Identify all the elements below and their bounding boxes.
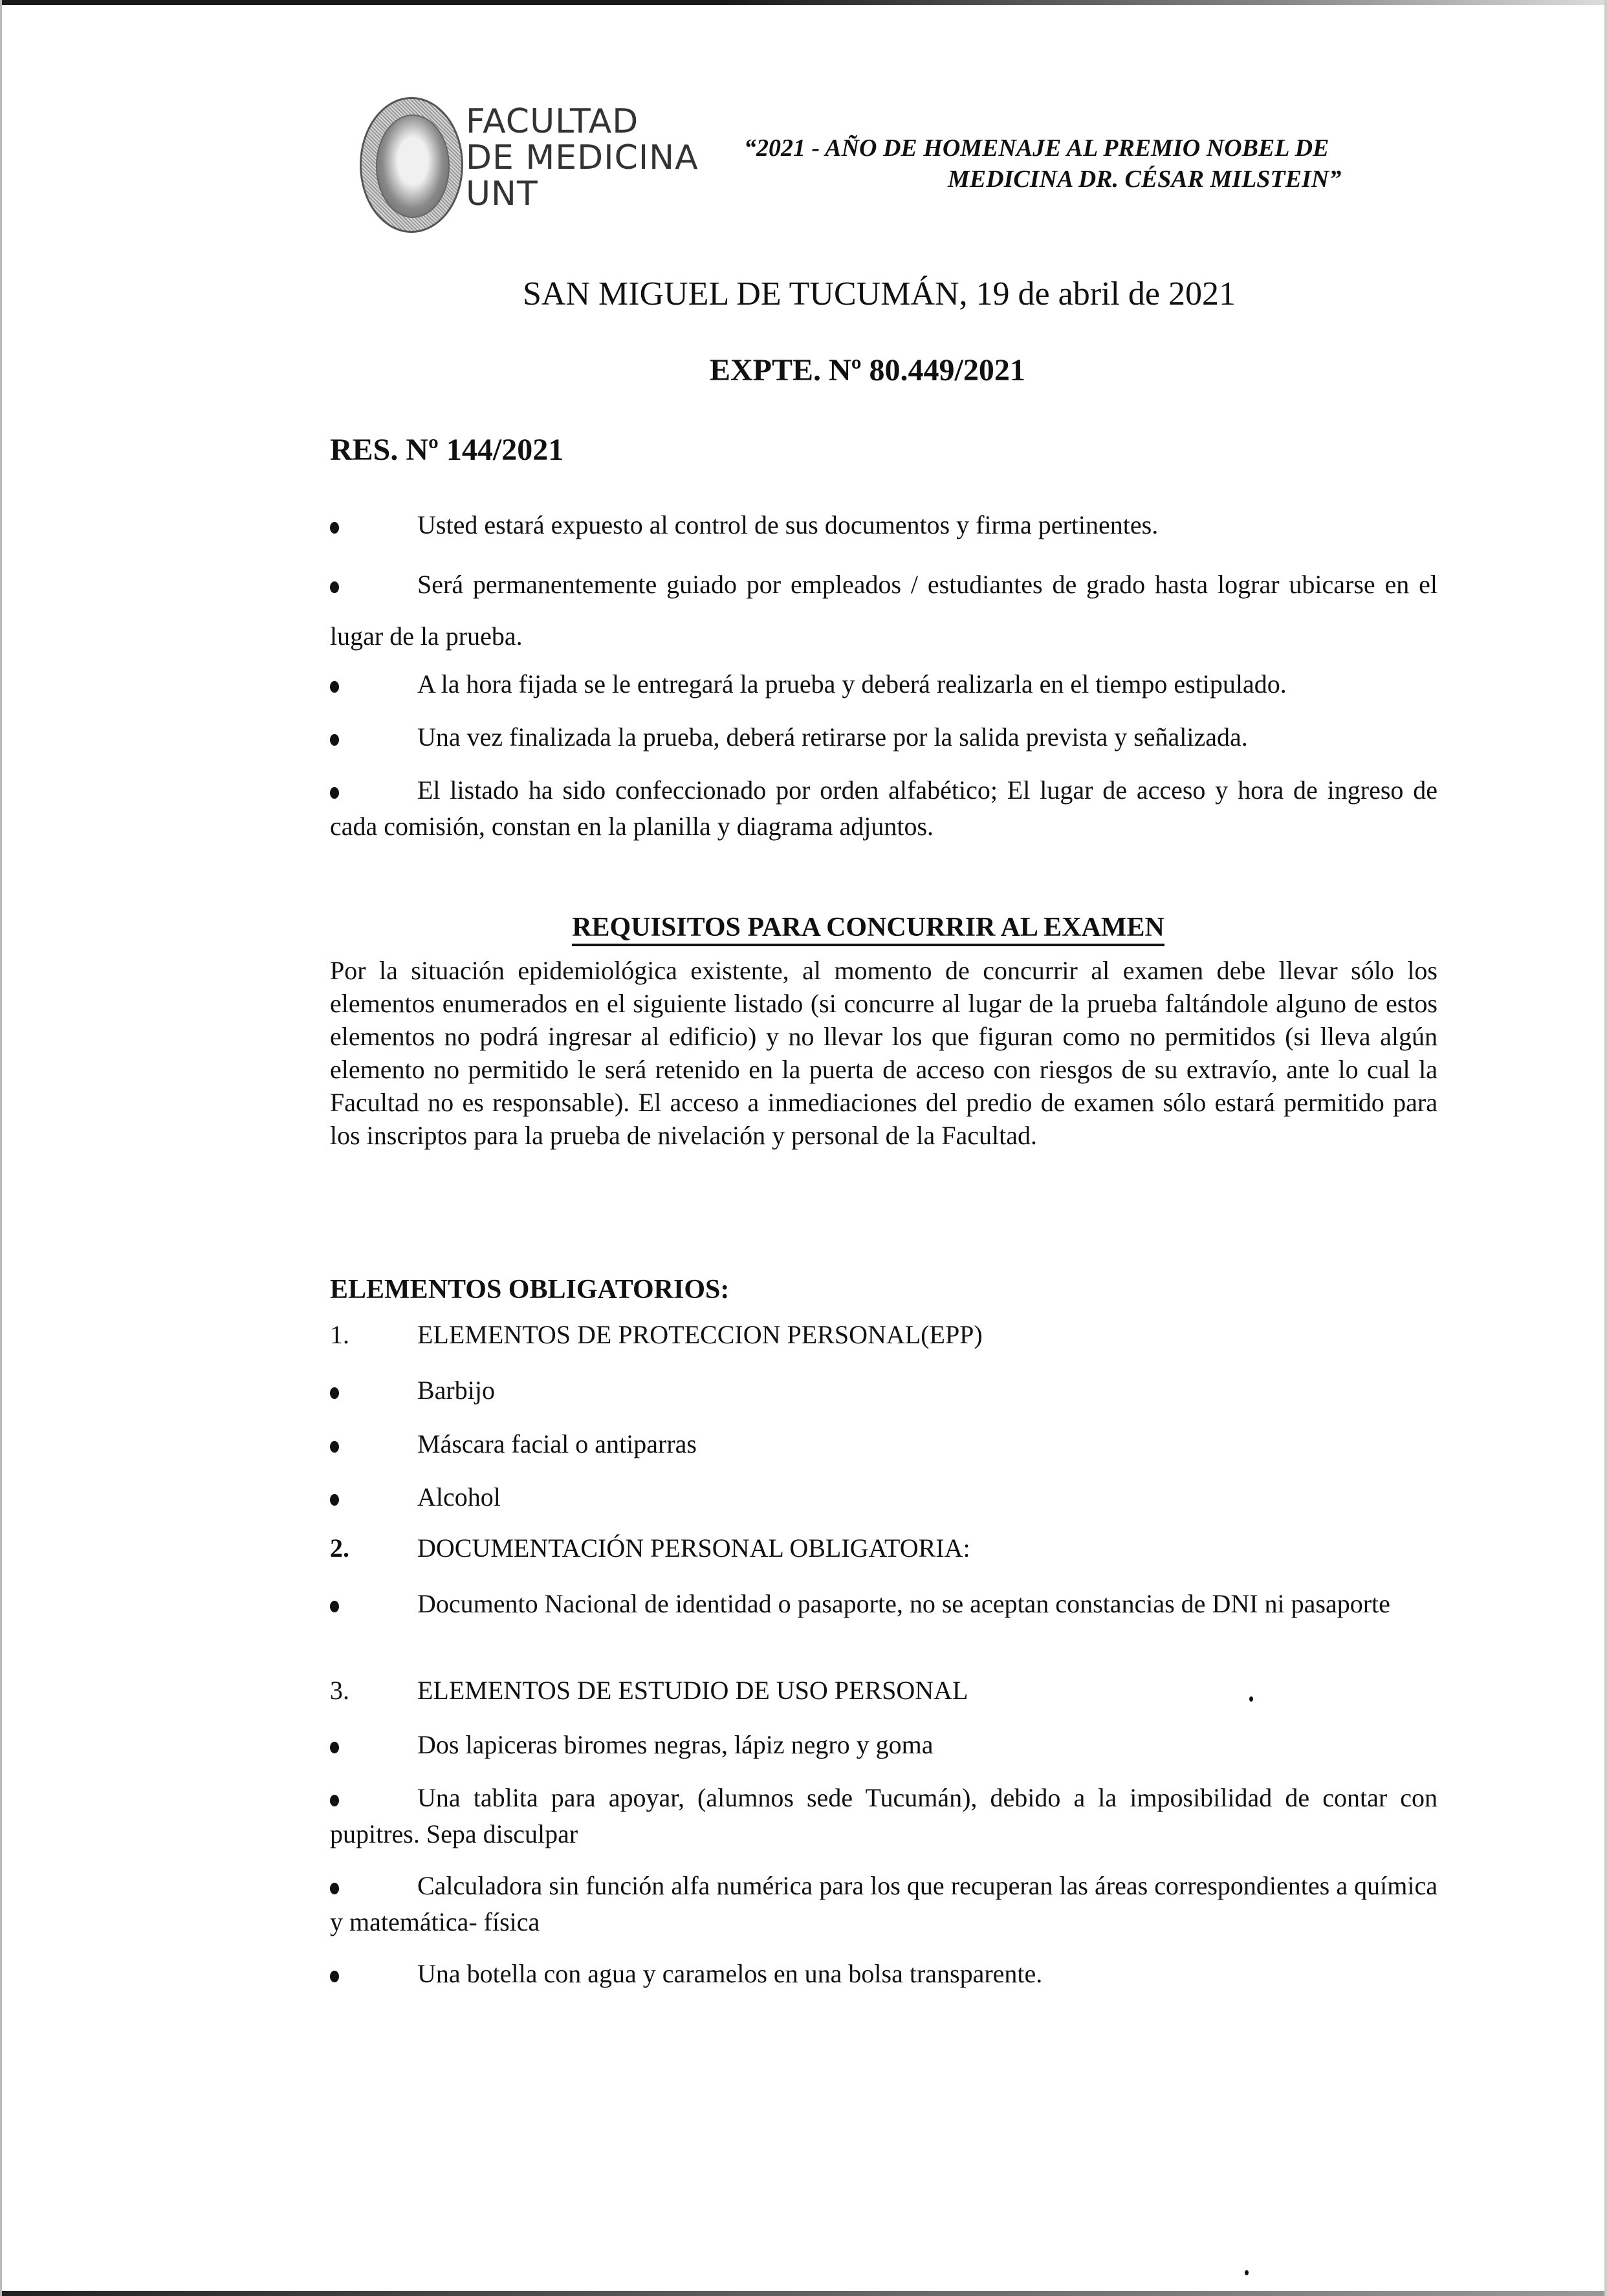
section-1-item	[330, 1426, 1438, 1462]
place-date: SAN MIGUEL DE TUCUMÁN, 19 de abril de 2021	[523, 276, 1236, 312]
seal-emblem	[376, 114, 450, 218]
intro-bullet-text: Una vez finalizada la prueba, deberá retirarse por la salida prevista y señalizada.	[417, 722, 1248, 752]
section-1-heading	[330, 1319, 983, 1350]
university-seal-icon	[360, 97, 463, 233]
section-3-heading	[330, 1675, 968, 1706]
bullet-icon	[330, 581, 339, 593]
item-text: Documento Nacional de identidad o pasaporte, no se aceptan constancias de DNI ni pasaporte	[417, 1589, 1390, 1618]
bullet-icon	[330, 734, 339, 746]
section-2-item	[330, 1586, 1438, 1622]
section-number: 1.	[330, 1320, 349, 1349]
section-1-item	[330, 1372, 1438, 1409]
expediente-number: EXPTE. Nº 80.449/2021	[710, 353, 1025, 387]
resolution-number: RES. Nº 144/2021	[330, 433, 564, 467]
bullet-icon	[330, 1601, 339, 1612]
year-motto	[744, 133, 1365, 195]
section-1-item	[330, 1479, 1438, 1515]
section-3-item	[330, 1868, 1438, 1940]
intro-bullet	[330, 666, 1438, 702]
section-3-item	[330, 1727, 1438, 1763]
section-number: 3.	[330, 1676, 349, 1705]
intro-bullet-text: Será permanentemente guiado por empleados / estudiantes de grado hasta lograr ubicarse en el lugar de la prueba.	[330, 570, 1438, 651]
logo-line-unt: UNT	[466, 175, 538, 213]
motto-line-2: MEDICINA DR. CÉSAR MILSTEIN”	[948, 166, 1342, 193]
intro-bullet	[330, 559, 1438, 662]
bullet-icon	[330, 1971, 339, 1982]
scan-edge-right	[1604, 0, 1607, 2296]
section-number: 2.	[330, 1533, 349, 1563]
mandatory-elements-heading: ELEMENTOS OBLIGATORIOS:	[330, 1275, 730, 1305]
bullet-icon	[330, 522, 339, 534]
section-title: ELEMENTOS DE PROTECCION PERSONAL(EPP)	[417, 1320, 983, 1349]
section-2-heading	[330, 1533, 970, 1563]
bullet-icon	[330, 681, 339, 693]
intro-bullet	[330, 507, 1438, 543]
requirements-heading-text: REQUISITOS PARA CONCURRIR AL EXAMEN	[572, 913, 1164, 946]
section-3-item	[330, 1956, 1438, 1992]
intro-bullet	[330, 772, 1438, 845]
bullet-icon	[330, 1494, 339, 1506]
bullet-icon	[330, 787, 339, 799]
section-title: DOCUMENTACIÓN PERSONAL OBLIGATORIA:	[417, 1533, 970, 1563]
bullet-icon	[330, 1742, 339, 1753]
item-text: Barbijo	[417, 1376, 495, 1405]
bullet-icon	[330, 1441, 339, 1453]
item-text: Una tablita para apoyar, (alumnos sede Tucumán), debido a la imposibilidad de contar con pupitres. Sepa disculpar	[330, 1783, 1438, 1848]
logo-line-facultad: FACULTAD	[466, 102, 639, 141]
intro-bullet-text: A la hora fijada se le entregará la prueba y deberá realizarla en el tiempo estipulado.	[417, 669, 1287, 699]
scan-edge-left	[0, 0, 2, 2296]
intro-bullet	[330, 719, 1438, 755]
scan-speck	[1249, 1696, 1253, 1702]
bullet-icon	[330, 1387, 339, 1399]
requirements-heading	[0, 912, 1607, 943]
item-text: Dos lapiceras biromes negras, lápiz negro y goma	[417, 1730, 934, 1759]
item-text: Máscara facial o antiparras	[417, 1429, 697, 1458]
item-text: Una botella con agua y caramelos en una bolsa transparente.	[417, 1959, 1043, 1988]
scan-edge-bottom	[0, 2291, 1607, 2296]
requirements-paragraph: Por la situación epidemiológica existente, al momento de concurrir al examen debe llevar sólo los elementos enumerados en el siguiente listado (si concurre al lugar de la prueba faltándole alguno de estos elementos no podrá ingresar al edificio) y no llevar los que figuran como no permitidos (si lleva algún elemento no permitido le será retenido en la puerta de acceso con riesgos de su extravío, ante lo cual la Facultad no es responsable). El acceso a inmediaciones del predio de examen sólo estará permitido para los inscriptos para la prueba de nivelación y personal de la Facultad.	[330, 956, 1438, 1150]
item-text: Alcohol	[417, 1482, 501, 1511]
bullet-icon	[330, 1883, 339, 1894]
scan-speck	[1245, 2270, 1249, 2275]
faculty-logo-text	[466, 103, 699, 212]
logo-line-de-medicina: DE MEDICINA	[466, 138, 699, 177]
bullet-icon	[330, 1795, 339, 1806]
section-3-item	[330, 1780, 1438, 1852]
intro-bullet-text: Usted estará expuesto al control de sus documentos y firma pertinentes.	[417, 510, 1159, 539]
item-text: Calculadora sin función alfa numérica para los que recuperan las áreas correspondientes a química y matemática- física	[330, 1871, 1438, 1936]
section-title: ELEMENTOS DE ESTUDIO DE USO PERSONAL	[417, 1676, 968, 1705]
intro-bullet-text: El listado ha sido confeccionado por orden alfabético; El lugar de acceso y hora de ingreso de cada comisión, constan en la planilla y diagrama adjuntos.	[330, 775, 1438, 841]
motto-line-1: “2021 - AÑO DE HOMENAJE AL PREMIO NOBEL DE	[744, 135, 1329, 162]
scan-edge-top	[0, 0, 1607, 5]
